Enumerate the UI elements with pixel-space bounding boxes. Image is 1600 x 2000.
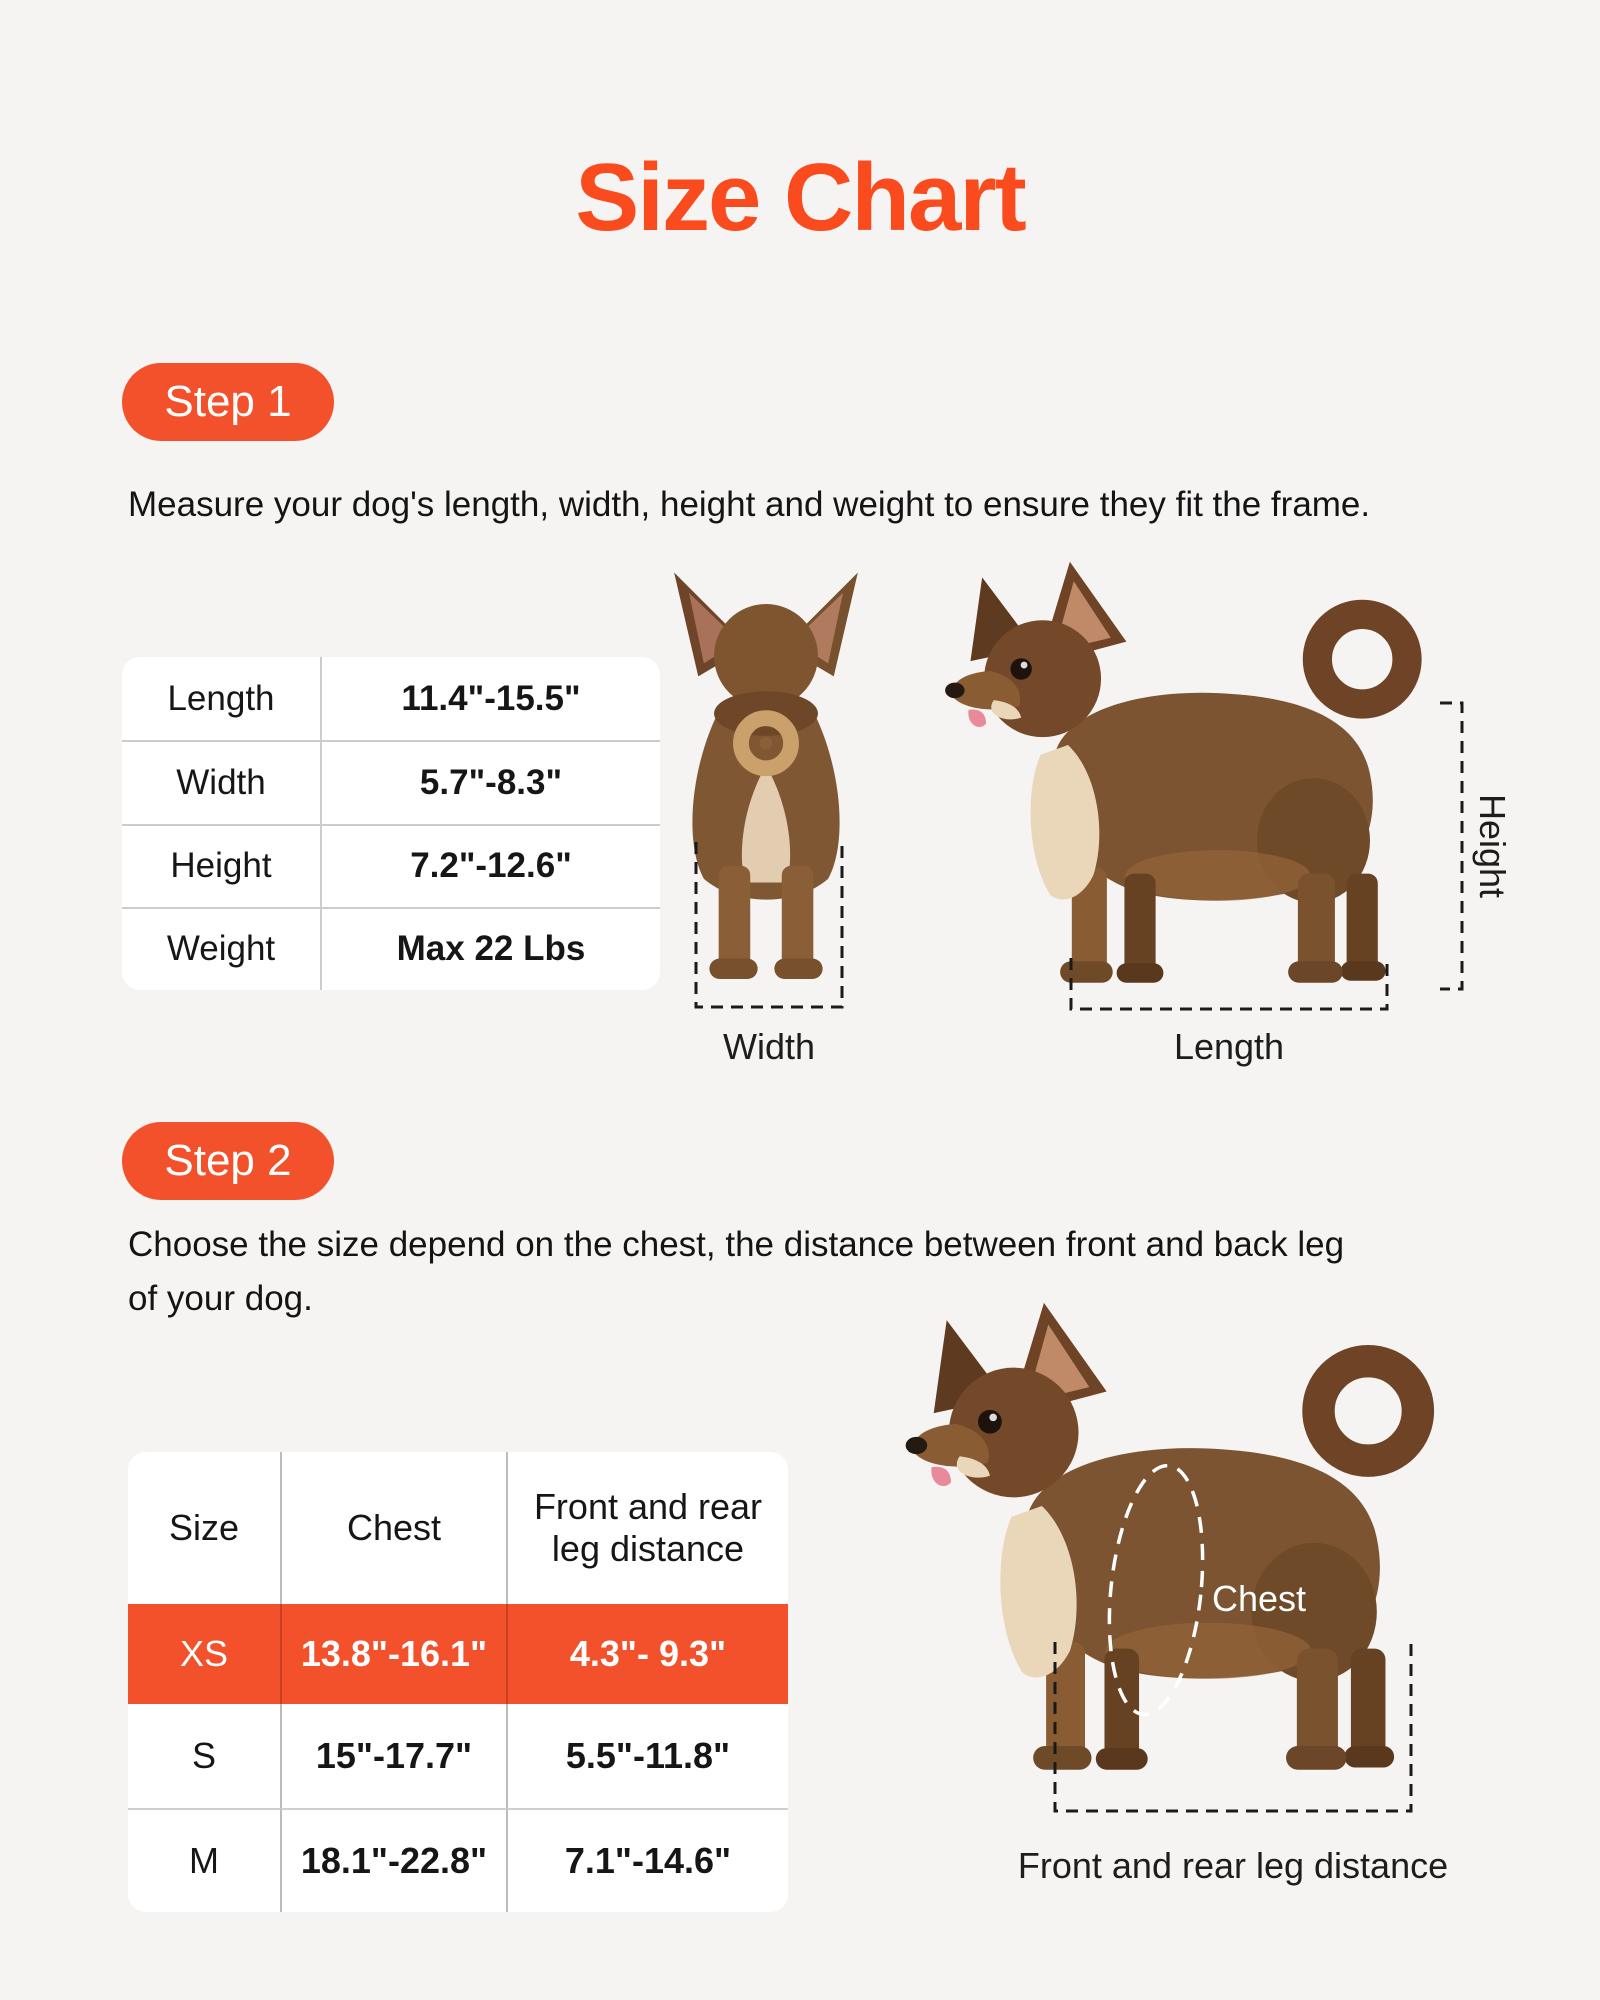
step2-description: Choose the size depend on the chest, the distance between front and back leg of your dog. xyxy=(128,1225,1345,1319)
legdist-cell-xs: 4.3"- 9.3" xyxy=(506,1604,788,1704)
spec-table xyxy=(122,657,660,990)
legdist-cell-s: 5.5"-11.8" xyxy=(506,1704,788,1808)
size-table-header: Front and rear leg distance xyxy=(506,1452,788,1604)
spec-row-label: Weight xyxy=(122,907,322,990)
spec-row-label: Length xyxy=(122,657,322,740)
spec-row-value: 11.4"-15.5" xyxy=(401,678,581,718)
step2-badge xyxy=(122,1122,334,1200)
chest-cell-s: 15"-17.7" xyxy=(280,1704,506,1808)
height-measure-bracket xyxy=(1432,700,1466,992)
chest-measure-label: Chest xyxy=(1212,1578,1307,1619)
chest-cell-xs: 13.8"-16.1" xyxy=(280,1604,506,1704)
spec-row-value: 7.2"-12.6" xyxy=(322,824,660,907)
size-table xyxy=(128,1452,788,1912)
length-measure-bracket xyxy=(1068,958,1390,1012)
spec-row-value: 5.7"-8.3" xyxy=(322,740,660,823)
width-measure-bracket xyxy=(693,842,845,1010)
size-table-header: Size xyxy=(128,1452,280,1604)
dog-side-view-image xyxy=(925,552,1433,1010)
size-cell-s: S xyxy=(128,1704,280,1808)
leg-distance-label: Front and rear leg distance xyxy=(1017,1845,1449,1886)
chest-cell-m: 18.1"-22.8" xyxy=(280,1808,506,1912)
page-title: Size Chart xyxy=(575,144,1025,251)
size-cell-xs: XS xyxy=(128,1604,280,1704)
spec-row-label: Height xyxy=(122,824,322,907)
height-measure-label: Height xyxy=(1472,793,1513,899)
step1-badge-label: Step 1 xyxy=(164,377,292,426)
spec-row-value: Max 22 Lbs xyxy=(322,907,660,990)
size-table-header: Chest xyxy=(280,1452,506,1604)
step2-badge-label: Step 2 xyxy=(164,1136,292,1185)
legdist-cell-m: 7.1"-14.6" xyxy=(506,1808,788,1912)
size-cell-m: M xyxy=(128,1808,280,1912)
leg-distance-bracket xyxy=(1052,1642,1414,1814)
step1-description: Measure your dog's length, width, height and weight to ensure they fit the frame. xyxy=(128,485,1371,524)
width-measure-label: Width xyxy=(722,1026,816,1067)
spec-row-label: Width xyxy=(122,740,322,823)
length-measure-label: Length xyxy=(1173,1026,1285,1067)
step1-badge xyxy=(122,363,334,441)
